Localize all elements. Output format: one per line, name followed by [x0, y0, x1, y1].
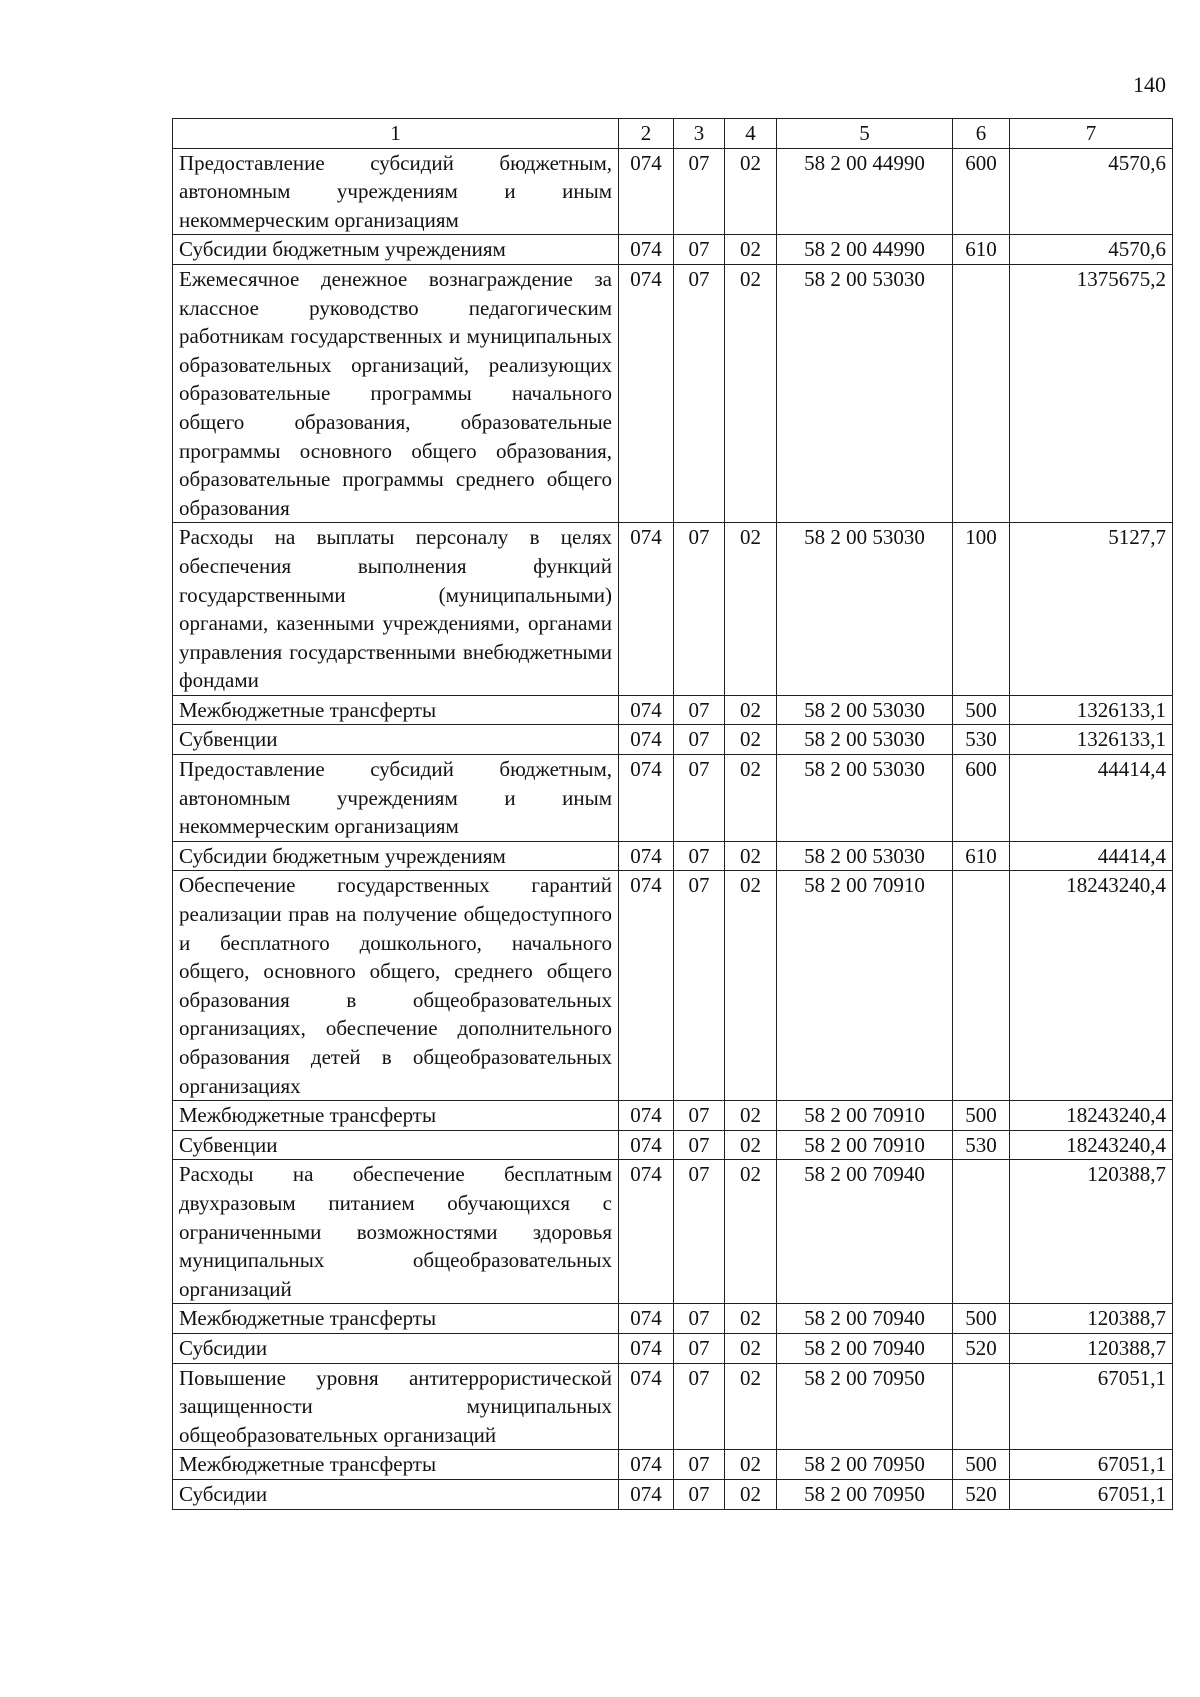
- row-target-article: 58 2 00 53030: [777, 725, 953, 755]
- row-name: Субвенции: [173, 1130, 619, 1160]
- row-amount: 4570,6: [1010, 235, 1173, 265]
- row-target-article: 58 2 00 53030: [777, 523, 953, 696]
- row-expense-type: 500: [953, 1101, 1010, 1131]
- row-name: Предоставление субсидий бюджетным, автономным учреждениям и иным некоммерческим организациям: [173, 148, 619, 235]
- row-section: 07: [674, 1363, 725, 1450]
- row-section: 07: [674, 148, 725, 235]
- row-section: 07: [674, 264, 725, 522]
- row-grbs: 074: [619, 695, 674, 725]
- row-expense-type: [953, 1160, 1010, 1304]
- row-target-article: 58 2 00 70910: [777, 1101, 953, 1131]
- table-row: [173, 523, 1173, 696]
- table-row: [173, 1479, 1173, 1509]
- row-amount: 67051,1: [1010, 1479, 1173, 1509]
- row-target-article: 58 2 00 53030: [777, 695, 953, 725]
- table-row: [173, 235, 1173, 265]
- table-body: [173, 148, 1173, 1509]
- row-section: 07: [674, 1101, 725, 1131]
- row-name: Ежемесячное денежное вознаграждение за классное руководство педагогическим работникам государственных и муниципальных образовательных организаций, реализующих образовательные программы начального общего образования, образовательные программы основного общего образования, образовательные программы среднего общего образования: [173, 264, 619, 522]
- row-expense-type: 600: [953, 148, 1010, 235]
- row-subsection: 02: [725, 725, 777, 755]
- row-name: Межбюджетные трансферты: [173, 1304, 619, 1334]
- row-expense-type: 530: [953, 1130, 1010, 1160]
- row-name: Межбюджетные трансферты: [173, 1450, 619, 1480]
- row-grbs: 074: [619, 1101, 674, 1131]
- row-target-article: 58 2 00 70950: [777, 1479, 953, 1509]
- row-grbs: 074: [619, 264, 674, 522]
- row-subsection: 02: [725, 841, 777, 871]
- row-grbs: 074: [619, 148, 674, 235]
- row-section: 07: [674, 841, 725, 871]
- row-name: Межбюджетные трансферты: [173, 695, 619, 725]
- row-grbs: 074: [619, 523, 674, 696]
- row-grbs: 074: [619, 235, 674, 265]
- row-amount: 67051,1: [1010, 1363, 1173, 1450]
- row-section: 07: [674, 755, 725, 842]
- row-amount: 1326133,1: [1010, 725, 1173, 755]
- row-target-article: 58 2 00 70910: [777, 871, 953, 1101]
- row-subsection: 02: [725, 148, 777, 235]
- row-amount: 44414,4: [1010, 755, 1173, 842]
- row-grbs: 074: [619, 725, 674, 755]
- table-row: [173, 1363, 1173, 1450]
- row-grbs: 074: [619, 1160, 674, 1304]
- row-expense-type: 610: [953, 841, 1010, 871]
- row-grbs: 074: [619, 1479, 674, 1509]
- row-target-article: 58 2 00 70950: [777, 1450, 953, 1480]
- row-expense-type: 600: [953, 755, 1010, 842]
- row-name: Повышение уровня антитеррористической защищенности муниципальных общеобразовательных организаций: [173, 1363, 619, 1450]
- header-col-1: 1: [173, 119, 619, 149]
- row-target-article: 58 2 00 70910: [777, 1130, 953, 1160]
- row-name: Субсидии: [173, 1333, 619, 1363]
- page-number: 140: [1133, 72, 1166, 97]
- row-grbs: 074: [619, 1333, 674, 1363]
- row-name: Расходы на выплаты персоналу в целях обеспечения выполнения функций государственными (муниципальными) органами, казенными учреждениями, органами управления государственными внебюджетными фондами: [173, 523, 619, 696]
- row-amount: 1375675,2: [1010, 264, 1173, 522]
- row-expense-type: [953, 1363, 1010, 1450]
- row-subsection: 02: [725, 1479, 777, 1509]
- table-row: [173, 148, 1173, 235]
- row-section: 07: [674, 1450, 725, 1480]
- row-subsection: 02: [725, 1130, 777, 1160]
- row-section: 07: [674, 695, 725, 725]
- row-amount: 120388,7: [1010, 1333, 1173, 1363]
- table-row: [173, 1304, 1173, 1334]
- row-grbs: 074: [619, 1450, 674, 1480]
- row-name: Обеспечение государственных гарантий реализации прав на получение общедоступного и бесплатного дошкольного, начального общего, основного общего, среднего общего образования в общеобразовательных организациях, обеспечение дополнительного образования детей в общеобразовательных организациях: [173, 871, 619, 1101]
- row-amount: 67051,1: [1010, 1450, 1173, 1480]
- row-name: Межбюджетные трансферты: [173, 1101, 619, 1131]
- row-target-article: 58 2 00 53030: [777, 755, 953, 842]
- row-target-article: 58 2 00 44990: [777, 235, 953, 265]
- row-target-article: 58 2 00 53030: [777, 841, 953, 871]
- row-section: 07: [674, 1160, 725, 1304]
- row-subsection: 02: [725, 1304, 777, 1334]
- table-row: [173, 871, 1173, 1101]
- row-expense-type: 500: [953, 1450, 1010, 1480]
- row-target-article: 58 2 00 70940: [777, 1160, 953, 1304]
- row-name: Предоставление субсидий бюджетным, автономным учреждениям и иным некоммерческим организациям: [173, 755, 619, 842]
- row-amount: 5127,7: [1010, 523, 1173, 696]
- row-expense-type: 100: [953, 523, 1010, 696]
- row-target-article: 58 2 00 53030: [777, 264, 953, 522]
- row-expense-type: 500: [953, 1304, 1010, 1334]
- row-subsection: 02: [725, 755, 777, 842]
- row-amount: 18243240,4: [1010, 1130, 1173, 1160]
- header-col-4: 4: [725, 119, 777, 149]
- header-col-6: 6: [953, 119, 1010, 149]
- row-target-article: 58 2 00 70940: [777, 1333, 953, 1363]
- row-section: 07: [674, 871, 725, 1101]
- row-target-article: 58 2 00 70950: [777, 1363, 953, 1450]
- table-row: [173, 1101, 1173, 1131]
- row-name: Субсидии: [173, 1479, 619, 1509]
- row-section: 07: [674, 523, 725, 696]
- row-subsection: 02: [725, 264, 777, 522]
- row-name: Субвенции: [173, 725, 619, 755]
- row-amount: 4570,6: [1010, 148, 1173, 235]
- row-expense-type: 520: [953, 1333, 1010, 1363]
- row-expense-type: 500: [953, 695, 1010, 725]
- row-expense-type: [953, 264, 1010, 522]
- row-subsection: 02: [725, 871, 777, 1101]
- row-amount: 18243240,4: [1010, 871, 1173, 1101]
- row-subsection: 02: [725, 695, 777, 725]
- table-row: [173, 264, 1173, 522]
- table-row: [173, 841, 1173, 871]
- row-grbs: 074: [619, 1304, 674, 1334]
- row-target-article: 58 2 00 44990: [777, 148, 953, 235]
- header-col-5: 5: [777, 119, 953, 149]
- row-expense-type: [953, 871, 1010, 1101]
- row-section: 07: [674, 1479, 725, 1509]
- table-row: [173, 1160, 1173, 1304]
- row-grbs: 074: [619, 755, 674, 842]
- row-subsection: 02: [725, 523, 777, 696]
- row-section: 07: [674, 1333, 725, 1363]
- row-amount: 1326133,1: [1010, 695, 1173, 725]
- table-row: [173, 755, 1173, 842]
- header-row: [173, 119, 1173, 149]
- row-grbs: 074: [619, 1130, 674, 1160]
- row-section: 07: [674, 725, 725, 755]
- table-row: [173, 1450, 1173, 1480]
- row-name: Субсидии бюджетным учреждениям: [173, 235, 619, 265]
- table-row: [173, 1333, 1173, 1363]
- row-subsection: 02: [725, 1363, 777, 1450]
- row-section: 07: [674, 1130, 725, 1160]
- row-subsection: 02: [725, 1333, 777, 1363]
- table-row: [173, 1130, 1173, 1160]
- row-subsection: 02: [725, 235, 777, 265]
- table-row: [173, 695, 1173, 725]
- row-grbs: 074: [619, 841, 674, 871]
- row-subsection: 02: [725, 1450, 777, 1480]
- row-expense-type: 520: [953, 1479, 1010, 1509]
- row-grbs: 074: [619, 1363, 674, 1450]
- row-amount: 120388,7: [1010, 1304, 1173, 1334]
- row-grbs: 074: [619, 871, 674, 1101]
- budget-table: [172, 118, 1173, 1510]
- row-expense-type: 530: [953, 725, 1010, 755]
- header-col-3: 3: [674, 119, 725, 149]
- row-expense-type: 610: [953, 235, 1010, 265]
- row-name: Расходы на обеспечение бесплатным двухразовым питанием обучающихся с ограниченными возможностями здоровья муниципальных общеобразовательных организаций: [173, 1160, 619, 1304]
- row-amount: 120388,7: [1010, 1160, 1173, 1304]
- row-section: 07: [674, 235, 725, 265]
- header-col-2: 2: [619, 119, 674, 149]
- row-amount: 44414,4: [1010, 841, 1173, 871]
- row-target-article: 58 2 00 70940: [777, 1304, 953, 1334]
- table-row: [173, 725, 1173, 755]
- row-section: 07: [674, 1304, 725, 1334]
- header-col-7: 7: [1010, 119, 1173, 149]
- row-name: Субсидии бюджетным учреждениям: [173, 841, 619, 871]
- row-subsection: 02: [725, 1101, 777, 1131]
- row-amount: 18243240,4: [1010, 1101, 1173, 1131]
- row-subsection: 02: [725, 1160, 777, 1304]
